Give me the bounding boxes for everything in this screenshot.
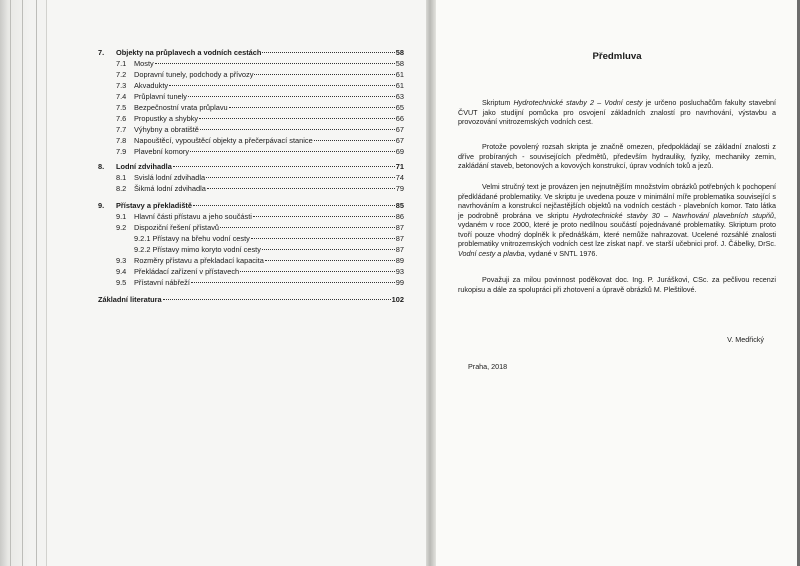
- toc-title: Šikmá lodní zdvihadla: [134, 184, 206, 193]
- toc-page: 63: [395, 92, 404, 101]
- toc-entry: [98, 180, 404, 193]
- toc-leader: [206, 167, 395, 178]
- toc-leader: [193, 195, 395, 206]
- toc-title: Akvadukty: [134, 81, 169, 90]
- preface-paragraph: Protože povolený rozsah skripta je značně omezen, předpokládají se základní znalosti z dříve probíraných - souvisejících předmětů, především hydrauliky, fyziky, mechaniky zemin, zakládání staveb, betonových a kovových konstrukcí, úprav vodních toků a jezů.: [458, 142, 776, 170]
- text-run: Skriptum: [482, 98, 514, 107]
- toc-entry: [98, 291, 404, 304]
- toc-page: 67: [395, 125, 404, 134]
- toc-title: Překládací zařízení v přístavech: [134, 267, 240, 276]
- toc-page: 71: [395, 162, 404, 171]
- preface-paragraph: [458, 98, 776, 127]
- toc-leader: [199, 108, 395, 119]
- toc-page: 85: [395, 201, 404, 210]
- toc-page: 67: [395, 136, 404, 145]
- toc-number: 7.: [98, 48, 105, 57]
- toc-leader: [173, 156, 395, 167]
- toc-number: 8.1: [116, 173, 127, 182]
- toc-leader: [190, 141, 395, 152]
- toc-title: Objekty na průplavech a vodních cestách: [116, 48, 262, 57]
- toc-number: 9.2: [116, 223, 127, 232]
- toc-number: 9.4: [116, 267, 127, 276]
- toc-page: 61: [395, 81, 404, 90]
- toc-title: Hlavní části přístavu a jeho součásti: [134, 212, 252, 221]
- toc-leader: [191, 272, 395, 283]
- toc-number: 7.3: [116, 81, 127, 90]
- toc-page: 74: [395, 173, 404, 182]
- toc-page: 79: [395, 184, 404, 193]
- toc-leader: [169, 75, 395, 86]
- text-run: Velmi stručný text je provázen jen nejnutnějším množstvím obrázků potřebných k pochopení předkládané problematiky. Ve skriptu je uvedena pouze v minimální míře problematika související s navrhováním a konstrukcí nejčastějších objektů na vodních cestách - plavebních komor. Tato látka je podrobně probrána ve skriptu: [458, 182, 776, 220]
- text-run: , vydané v SNTL 1976.: [524, 248, 598, 258]
- toc-number: 9.3: [116, 256, 127, 265]
- book-title: Hydrotechnické stavby 2 – Vodní cesty: [513, 98, 643, 107]
- toc-page: 65: [395, 103, 404, 112]
- toc-title: Výhybny a obratiště: [134, 125, 199, 134]
- toc-leader: [254, 64, 394, 75]
- toc-leader: [220, 217, 395, 228]
- toc-title: Dispoziční řešení přístavů: [134, 223, 220, 232]
- author-signature: V. Medřický: [727, 335, 764, 344]
- toc-number: 8.: [98, 162, 105, 171]
- preface-title: Předmluva: [592, 51, 642, 62]
- page-edge-line: [36, 0, 37, 566]
- toc-leader: [240, 261, 395, 272]
- toc-title: Rozměry přístavu a překladací kapacita: [134, 256, 264, 265]
- toc-title: Bezpečnostní vrata průplavu: [134, 103, 228, 112]
- book-title: Vodní cesty a plavba: [458, 248, 525, 258]
- toc-page: 86: [395, 212, 404, 221]
- toc-number: 8.2: [116, 184, 127, 193]
- toc-leader: [207, 178, 395, 189]
- toc-page: 87: [395, 223, 404, 232]
- toc-entry: [98, 143, 404, 156]
- toc-title: Základní literatura: [98, 295, 162, 304]
- toc-title: Svislá lodní zdvihadla: [134, 173, 206, 182]
- toc-leader: [314, 130, 395, 141]
- toc-page: 61: [395, 70, 404, 79]
- toc-number: 7.6: [116, 114, 127, 123]
- toc-title: Napouštěcí, vypouštěcí objekty a přečerpávací stanice: [134, 136, 313, 145]
- place-date: Praha, 2018: [468, 362, 508, 371]
- toc-title: Průplavní tunely: [134, 92, 187, 101]
- toc-number: 7.7: [116, 125, 127, 134]
- toc-number: 7.8: [116, 136, 127, 145]
- toc-page: 102: [391, 295, 404, 304]
- toc-page: 89: [395, 256, 404, 265]
- toc-page: 58: [395, 59, 404, 68]
- toc-number: 7.2: [116, 70, 127, 79]
- toc-title: Dopravní tunely, podchody a přívozy: [134, 70, 254, 79]
- toc-page: 58: [395, 48, 404, 57]
- text-run: je určeno posluchačům fakulty stavební ČVUT jako studijní pomůcka pro osvojení základních znalostí pro navrhování, výstavbu a provozování vnitrozemských vodních cest.: [458, 98, 776, 126]
- text-run: , vydaném v roce 2000, které je proto nedílnou součástí pojednávané problematiky. Skriptum proto tvoří pouze vhodný doplněk k přednáškám, které nemůže nahrazovat. Ucelené rozsáhlé znalosti problematiky vnitrozemských vodních cest lze získat např. ve starší učebnici prof. J. Čábelky, DrSc.: [458, 210, 776, 248]
- toc-number: 7.5: [116, 103, 127, 112]
- toc-number: 9.5: [116, 278, 127, 287]
- toc-title: Přístavní nábřeží: [134, 278, 190, 287]
- toc-number: 9.1: [116, 212, 127, 221]
- toc-number: 9.: [98, 201, 105, 210]
- toc-leader: [188, 86, 395, 97]
- toc-number: 7.4: [116, 92, 127, 101]
- toc-number: 7.1: [116, 59, 127, 68]
- toc-leader: [262, 42, 394, 53]
- toc-title: Plavební komory: [134, 147, 190, 156]
- toc-leader: [163, 289, 391, 300]
- toc-page: 99: [395, 278, 404, 287]
- toc-entry: [98, 274, 404, 287]
- book-spine: [426, 0, 436, 566]
- toc-title: Lodní zdvihadla: [116, 162, 172, 171]
- toc-page: 87: [395, 245, 404, 254]
- toc-title: 9.2.1 Přístavy na břehu vodní cesty: [134, 234, 250, 243]
- toc-page: 93: [395, 267, 404, 276]
- toc-leader: [251, 228, 395, 239]
- preface-paragraph: [458, 182, 776, 258]
- toc-leader: [262, 239, 395, 250]
- toc-leader: [200, 119, 395, 130]
- toc-title: Přístavy a překladiště: [116, 201, 193, 210]
- book-title: Hydrotechnické stavby 30 – Navrhování plavebních stupňů: [572, 210, 774, 220]
- toc-title: Propustky a shybky: [134, 114, 199, 123]
- toc-leader: [155, 53, 395, 64]
- toc-leader: [253, 206, 395, 217]
- page-edge-line: [22, 0, 23, 566]
- toc-leader: [229, 97, 395, 108]
- toc-title: 9.2.2 Přístavy mimo koryto vodní cesty: [134, 245, 261, 254]
- toc-page: 66: [395, 114, 404, 123]
- toc-leader: [265, 250, 395, 261]
- page-edge-line: [10, 0, 11, 566]
- preface-paragraph: Považuji za milou povinnost poděkovat doc. Ing. P. Juráškovi, CSc. za pečlivou recenzi rukopisu a dále za spolupráci při zhotovení a úpravě obrázků M. Pleštilové.: [458, 275, 776, 294]
- toc-number: 7.9: [116, 147, 127, 156]
- toc-title: Mosty: [134, 59, 154, 68]
- toc-page: 69: [395, 147, 404, 156]
- toc-page: 87: [395, 234, 404, 243]
